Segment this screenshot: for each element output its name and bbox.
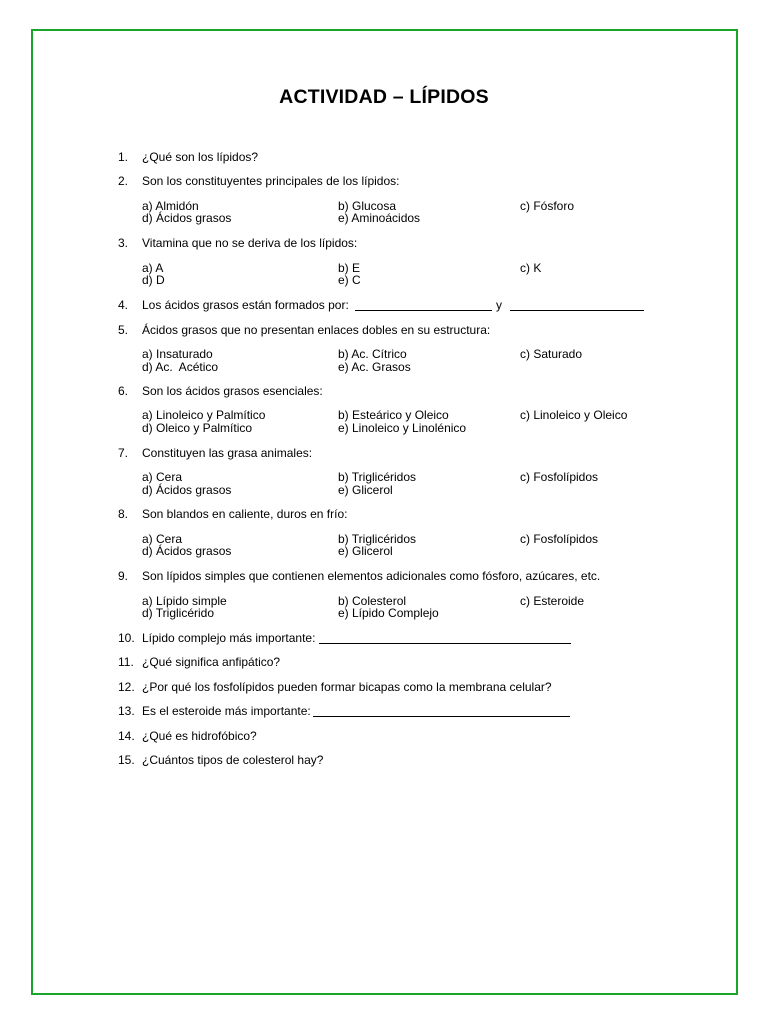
question-text: Los ácidos grasos están formados por: xyxy=(142,298,349,312)
option-e: e) C xyxy=(338,273,361,287)
option-d: d) Triglicérido xyxy=(142,606,215,620)
option-c: c) K xyxy=(520,261,542,275)
question-text: ¿Por qué los fosfolípidos pueden formar bicapas como la membrana celular? xyxy=(142,680,552,694)
option-a: a) Almidón xyxy=(142,199,199,213)
question-text: ¿Qué son los lípidos? xyxy=(142,150,259,164)
question-text: ¿Qué es hidrofóbico? xyxy=(142,729,257,743)
question-text: Constituyen las grasa animales: xyxy=(142,446,313,460)
option-e: e) Glicerol xyxy=(338,483,393,497)
question-number: 14. xyxy=(118,729,135,743)
option-e: e) Glicerol xyxy=(338,544,393,558)
question-text: Son blandos en caliente, duros en frío: xyxy=(142,507,348,521)
question-text: Vitamina que no se deriva de los lípidos: xyxy=(142,236,358,250)
option-a: a) Cera xyxy=(142,470,183,484)
option-d: d) Ácidos grasos xyxy=(142,544,232,558)
option-d: d) Ac. Acético xyxy=(142,360,219,374)
question-number: 13. xyxy=(118,704,135,718)
option-d: d) D xyxy=(142,273,165,287)
page-title: ACTIVIDAD – LÍPIDOS xyxy=(279,86,489,108)
option-e: e) Lípido Complejo xyxy=(338,606,439,620)
question-number: 15. xyxy=(118,753,135,767)
option-c: c) Fosfolípidos xyxy=(520,532,599,546)
option-b: b) Colesterol xyxy=(338,594,407,608)
option-e: e) Aminoácidos xyxy=(338,211,421,225)
question-number: 4. xyxy=(118,298,129,312)
question-text: Es el esteroide más importante: xyxy=(142,704,311,718)
question-number: 11. xyxy=(118,655,134,669)
option-c: c) Fósforo xyxy=(520,199,575,213)
option-b: b) Triglicéridos xyxy=(338,532,417,546)
answer-blank[interactable] xyxy=(510,299,644,311)
answer-blank[interactable] xyxy=(319,632,571,644)
question-text: Son lípidos simples que contienen elementos adicionales como fósforo, azúcares, etc. xyxy=(142,569,601,583)
option-b: b) Esteárico y Oleico xyxy=(338,408,449,422)
option-c: c) Saturado xyxy=(520,347,583,361)
option-b: b) Ac. Cítrico xyxy=(338,347,407,361)
question-text: Son los ácidos grasos esenciales: xyxy=(142,384,323,398)
option-e: e) Ac. Grasos xyxy=(338,360,411,374)
option-b: b) E xyxy=(338,261,361,275)
option-c: c) Linoleico y Oleico xyxy=(520,408,628,422)
question-number: 7. xyxy=(118,446,129,460)
option-b: b) Glucosa xyxy=(338,199,397,213)
option-c: c) Fosfolípidos xyxy=(520,470,599,484)
question-text: ¿Cuántos tipos de colesterol hay? xyxy=(142,753,324,767)
option-d: d) Oleico y Palmítico xyxy=(142,421,253,435)
option-e: e) Linoleico y Linolénico xyxy=(338,421,467,435)
option-d: d) Ácidos grasos xyxy=(142,211,232,225)
option-a: a) A xyxy=(142,261,164,275)
option-a: a) Lípido simple xyxy=(142,594,227,608)
question-number: 9. xyxy=(118,569,129,583)
question-number: 2. xyxy=(118,174,129,188)
connector-y: y xyxy=(496,298,502,312)
option-a: a) Insaturado xyxy=(142,347,213,361)
question-number: 1. xyxy=(118,150,129,164)
question-number: 5. xyxy=(118,323,129,337)
question-number: 3. xyxy=(118,236,129,250)
answer-blank[interactable] xyxy=(355,299,492,311)
question-text: Son los constituyentes principales de los lípidos: xyxy=(142,174,400,188)
question-text: Ácidos grasos que no presentan enlaces dobles en su estructura: xyxy=(142,323,491,337)
question-number: 10. xyxy=(118,631,135,645)
question-number: 8. xyxy=(118,507,129,521)
question-text: ¿Qué significa anfipático? xyxy=(142,655,281,669)
answer-blank[interactable] xyxy=(313,705,570,717)
option-c: c) Esteroide xyxy=(520,594,585,608)
question-text: Lípido complejo más importante: xyxy=(142,631,316,645)
question-number: 12. xyxy=(118,680,135,694)
option-a: a) Linoleico y Palmítico xyxy=(142,408,266,422)
option-b: b) Triglicéridos xyxy=(338,470,417,484)
option-d: d) Ácidos grasos xyxy=(142,483,232,497)
option-a: a) Cera xyxy=(142,532,183,546)
question-number: 6. xyxy=(118,384,129,398)
